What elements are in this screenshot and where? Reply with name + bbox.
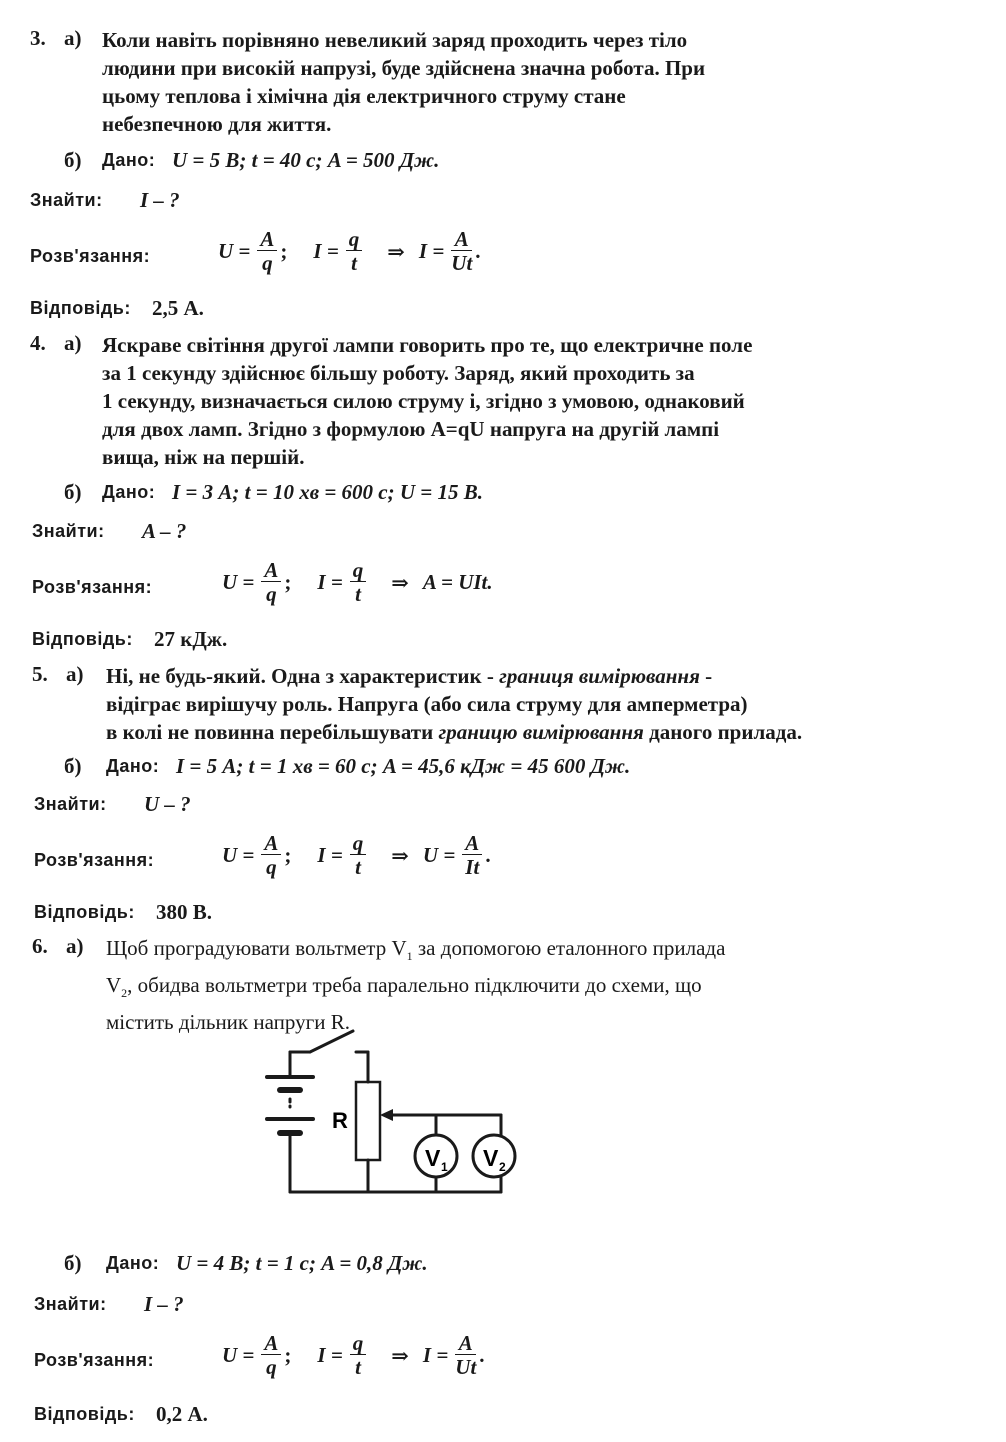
find-label: Знайти: <box>34 794 107 814</box>
fraction: $\frac{A}{q}$ <box>261 559 281 606</box>
part-a-text <box>106 934 725 1037</box>
answer-label: Відповідь: <box>32 629 133 649</box>
given-label: Дано: <box>102 150 156 170</box>
problem-number: 4. <box>30 331 46 355</box>
formula-lhs: I = <box>317 570 343 594</box>
formula-result: A = UIt. <box>422 570 493 594</box>
fraction: $\frac{q}{t}$ <box>350 1332 367 1379</box>
formula-lhs: U = <box>422 843 456 867</box>
formula-lhs: I = <box>422 1343 449 1367</box>
answer-value: 27 кДж. <box>154 627 228 651</box>
text-line: $V_2$, обидва вольтметри треба паралельно підключити до схеми, що <box>106 973 702 1001</box>
text-line: в колі не повинна перебільшувати границю вимірювання даного прилада. <box>106 720 803 744</box>
text-line: для двох ламп. Згідно з формулою A=qU напруга на другій лампі <box>102 417 720 441</box>
answer-label: Відповідь: <box>30 298 131 318</box>
find-label: Знайти: <box>32 521 105 541</box>
text-line: Щоб проградуювати вольтметр $V_1$ за допомогою еталонного прилада <box>106 936 726 964</box>
formula-lhs: I = <box>317 1343 343 1367</box>
formula-lhs: I = <box>317 843 343 867</box>
problem-number: 3. <box>30 26 46 50</box>
part-a-text <box>102 331 752 471</box>
problem-number: 5. <box>32 662 48 686</box>
slider-arrow-icon <box>380 1109 393 1121</box>
text-line: Ні, не будь-який. Одна з характеристик - границя вимірювання - <box>106 664 713 688</box>
part-b-marker: б) <box>64 148 82 172</box>
implies-arrow: ⇒ <box>391 843 409 868</box>
circuit-diagram <box>255 1025 535 1200</box>
answer-value: 2,5 А. <box>152 296 204 320</box>
fraction: $\frac{q}{t}$ <box>346 228 363 275</box>
solution-label: Розв'язання: <box>32 577 153 597</box>
find-label: Знайти: <box>30 190 103 210</box>
separator: ; <box>284 843 292 867</box>
implies-arrow: ⇒ <box>391 570 409 595</box>
formula-lhs: U = <box>222 1343 255 1367</box>
text-line: за 1 секунду здійснює більшу роботу. Заряд, який проходить за <box>102 361 695 385</box>
formula-lhs: U = <box>222 570 255 594</box>
given-values: U = 5 В; t = 40 с; A = 500 Дж. <box>172 148 440 172</box>
resistor-label: R <box>332 1108 348 1133</box>
fraction: $\frac{q}{t}$ <box>350 832 367 879</box>
given-label: Дано: <box>106 1253 160 1273</box>
v1-label: V <box>425 1145 441 1171</box>
solution-formula <box>218 559 497 606</box>
fraction: $\frac{A}{q}$ <box>257 228 277 275</box>
find-value: U – ? <box>144 792 191 816</box>
implies-arrow: ⇒ <box>387 239 405 264</box>
part-a-marker: а) <box>66 662 84 686</box>
solution-formula: U = $\frac{A}{q}$ ; I = $\frac{q}{t}$ ⇒ I = $\frac{A}{Ut}$ . <box>218 227 481 275</box>
problem-number: 6. <box>32 934 48 958</box>
solution-label: Розв'язання: <box>34 1350 155 1370</box>
separator: ; <box>280 239 288 263</box>
fraction: $\frac{A}{It}$ <box>462 832 482 879</box>
part-b-marker: б) <box>64 1251 82 1275</box>
solution-formula: U = $\frac{A}{q}$ ; I = $\frac{q}{t}$ ⇒ I = $\frac{A}{Ut}$ . <box>222 1331 485 1379</box>
text-line: Коли навіть порівняно невеликий заряд проходить через тіло <box>102 28 688 52</box>
given-values: I = 3 А; t = 10 хв = 600 с; U = 15 В. <box>172 480 483 504</box>
part-a-marker: а) <box>66 934 84 958</box>
separator: ; <box>284 1343 292 1367</box>
text-line: цьому теплова і хімічна дія електричного струму стане <box>102 84 626 108</box>
text-line: небезпечною для життя. <box>102 112 332 136</box>
find-value: I – ? <box>140 188 180 212</box>
find-value: A – ? <box>142 519 187 543</box>
answer-label: Відповідь: <box>34 1404 135 1424</box>
formula-lhs: I = <box>418 239 445 263</box>
text-line: вища, ніж на першій. <box>102 445 305 469</box>
answer-value: 0,2 А. <box>156 1402 208 1426</box>
formula-lhs: U = <box>222 843 255 867</box>
separator: ; <box>284 570 292 594</box>
text-line: людини при високій напрузі, буде здійснена значна робота. При <box>102 56 706 80</box>
part-b-marker: б) <box>64 480 82 504</box>
text-line: 1 секунду, визначається силою струму і, згідно з умовою, однаковий <box>102 389 745 413</box>
solution-label: Розв'язання: <box>34 850 155 870</box>
fraction: $\frac{A}{q}$ <box>261 832 281 879</box>
given-label: Дано: <box>106 756 160 776</box>
fraction: $\frac{A}{Ut}$ <box>455 1331 477 1379</box>
given-values: I = 5 А; t = 1 хв = 60 с; A = 45,6 кДж = 45 600 Дж. <box>176 754 631 778</box>
formula-lhs: I = <box>313 239 339 263</box>
v2-label: V <box>483 1145 499 1171</box>
text-line: відіграє вирішучу роль. Напруга (або сила струму для амперметра) <box>106 692 748 716</box>
text-line: Яскраве світіння другої лампи говорить про те, що електричне поле <box>102 333 753 357</box>
v1-subscript: 1 <box>441 1160 448 1174</box>
part-a-text <box>102 26 705 138</box>
fraction: $\frac{A}{q}$ <box>261 1332 281 1379</box>
v2-subscript: 2 <box>499 1160 506 1174</box>
find-label: Знайти: <box>34 1294 107 1314</box>
part-a-marker: а) <box>64 26 82 50</box>
implies-arrow: ⇒ <box>391 1343 409 1368</box>
part-a-marker: а) <box>64 331 82 355</box>
formula-lhs: U = <box>218 239 251 263</box>
part-a-text <box>106 662 802 746</box>
switch-icon <box>310 1031 353 1052</box>
part-b-marker: б) <box>64 754 82 778</box>
solution-label: Розв'язання: <box>30 246 151 266</box>
text-line: містить дільник напруги R. <box>106 1010 350 1035</box>
answer-value: 380 В. <box>156 900 213 924</box>
fraction: $\frac{A}{Ut}$ <box>451 227 473 275</box>
solution-formula: U = $\frac{A}{q}$ ; I = $\frac{q}{t}$ ⇒ U = $\frac{A}{It}$ . <box>222 831 491 879</box>
fraction: $\frac{q}{t}$ <box>350 559 367 606</box>
resistor-icon <box>356 1082 380 1160</box>
given-values: U = 4 В; t = 1 с; A = 0,8 Дж. <box>176 1251 428 1275</box>
answer-label: Відповідь: <box>34 902 135 922</box>
find-value: I – ? <box>144 1292 184 1316</box>
given-label: Дано: <box>102 482 156 502</box>
